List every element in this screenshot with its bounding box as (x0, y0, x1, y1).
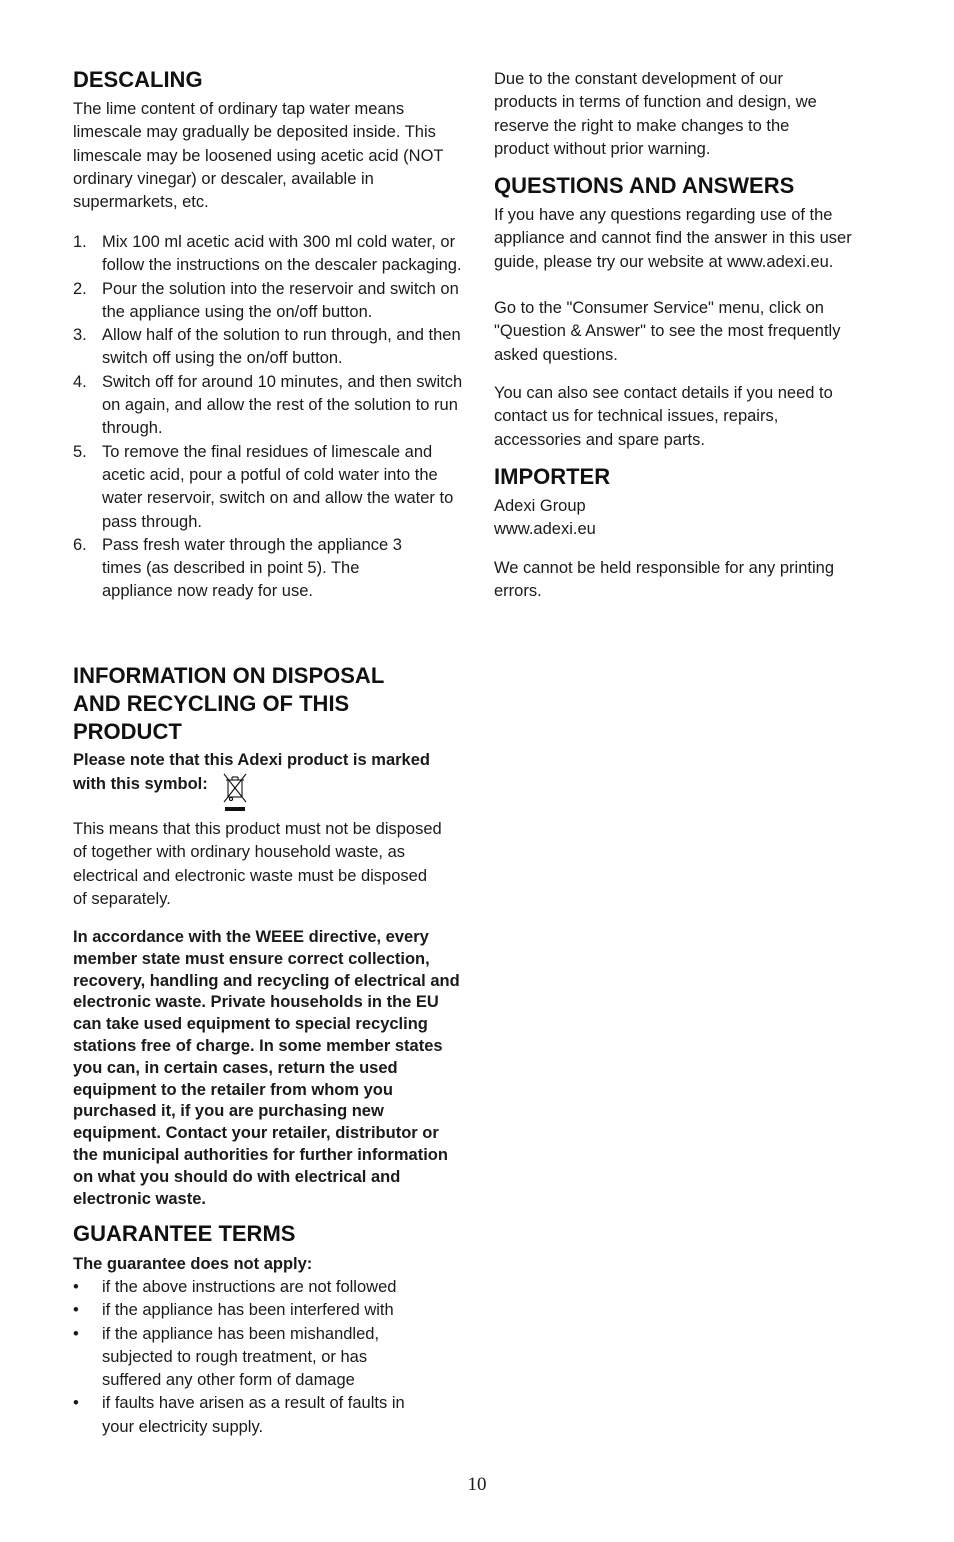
list-item (73, 441, 463, 534)
guarantee-item-text: if faults have arisen as a result of faults in your electricity supply. (102, 1394, 405, 1436)
qa-paragraph-3: You can also see contact details if you need to contact us for technical issues, repairs, accessories and spare parts. (494, 384, 833, 449)
step-text: To remove the final residues of limescale and acetic acid, pour a potful of cold water into the water reservoir, switch on and allow the water to pass through. (102, 442, 454, 531)
list-item (73, 324, 463, 371)
printing-disclaimer: We cannot be held responsible for any printing errors. (494, 559, 834, 601)
list-item (73, 1392, 433, 1439)
disposal-note (73, 749, 465, 818)
guarantee-item-text: if the appliance has been mishandled, subjected to rough treatment, or has suffered any other form of damage (102, 1324, 380, 1390)
qa-paragraph-2: Go to the "Consumer Service" menu, click on "Question & Answer" to see the most frequently asked questions. (494, 299, 841, 364)
guarantee-item-text: if the above instructions are not followed (102, 1278, 397, 1296)
disposal-paragraph-1: This means that this product must not be disposed of together with ordinary household waste, as electrical and electronic waste must be disposed of separately. (73, 820, 442, 908)
list-item (73, 231, 463, 278)
guarantee-heading: GUARANTEE TERMS (73, 1221, 296, 1246)
step-number: 4. (73, 372, 87, 391)
step-text: Mix 100 ml acetic acid with 300 ml cold water, or follow the instructions on the descaler packaging. (102, 233, 462, 275)
step-number: 6. (73, 535, 87, 554)
list-item (73, 1276, 433, 1299)
step-text: Allow half of the solution to run through, and then switch off using the on/off button. (102, 326, 461, 368)
step-number: 5. (73, 442, 87, 461)
step-number: 2. (73, 279, 87, 298)
disposal-heading: INFORMATION ON DISPOSAL AND RECYCLING OF THIS PRODUCT (73, 663, 384, 744)
development-note: Due to the constant development of our products in terms of function and design, we reserve the right to make changes to the product without prior warning. (494, 70, 817, 158)
step-text: Pour the solution into the reservoir and switch on the appliance using the on/off button. (102, 279, 459, 321)
importer-website: www.adexi.eu (494, 520, 596, 538)
guarantee-item-text: if the appliance has been interfered with (102, 1301, 394, 1320)
descaling-heading: DESCALING (73, 67, 203, 92)
guarantee-list (73, 1276, 433, 1439)
qa-heading: QUESTIONS AND ANSWERS (494, 173, 795, 198)
descaling-intro: The lime content of ordinary tap water means limescale may gradually be deposited inside. This limescale may be loosened using acetic acid (NOT ordinary vinegar) or descaler, available in supermarkets, etc. (73, 100, 444, 212)
importer-heading: IMPORTER (494, 464, 611, 489)
step-text: Pass fresh water through the appliance 3 times (as described in point 5). The appliance now ready for use. (102, 535, 402, 601)
bullet: • (73, 1278, 79, 1296)
list-item (73, 278, 463, 325)
guarantee-subheading: The guarantee does not apply: (73, 1255, 313, 1273)
step-number: 1. (73, 233, 87, 251)
step-number: 3. (73, 326, 87, 345)
step-text: Switch off for around 10 minutes, and then switch on again, and allow the rest of the solution to run through. (102, 372, 463, 438)
bullet: • (73, 1394, 79, 1413)
list-item (73, 1299, 433, 1322)
bullet: • (73, 1324, 79, 1343)
list-item (73, 534, 428, 604)
list-item (73, 1323, 404, 1393)
crossed-out-wheelie-bin-icon (222, 771, 248, 818)
disposal-paragraph-2: In accordance with the WEEE directive, every member state must ensure correct collection, recovery, handling and recycling of electrical and electronic waste. Private households in the EU can take used equipment to special recycling stations free of charge. In some member states you can, in certain cases, return the used equipment to the retailer from whom you purchased it, if you are purchasing new equipment. Contact your retailer, distributor or the municipal authorities for further information on what you should do with electrical and electronic waste. (73, 928, 460, 1208)
importer-company: Adexi Group (494, 497, 586, 515)
list-item (73, 371, 463, 441)
bullet: • (73, 1301, 79, 1320)
disposal-note-text: Please note that this Adexi product is marked with this symbol: (73, 751, 430, 793)
descaling-steps-list (73, 231, 463, 604)
page-number: 10 (467, 1474, 487, 1495)
qa-paragraph-1: If you have any questions regarding use of the appliance and cannot find the answer in this user guide, please try our website at www.adexi.eu. (494, 206, 852, 271)
